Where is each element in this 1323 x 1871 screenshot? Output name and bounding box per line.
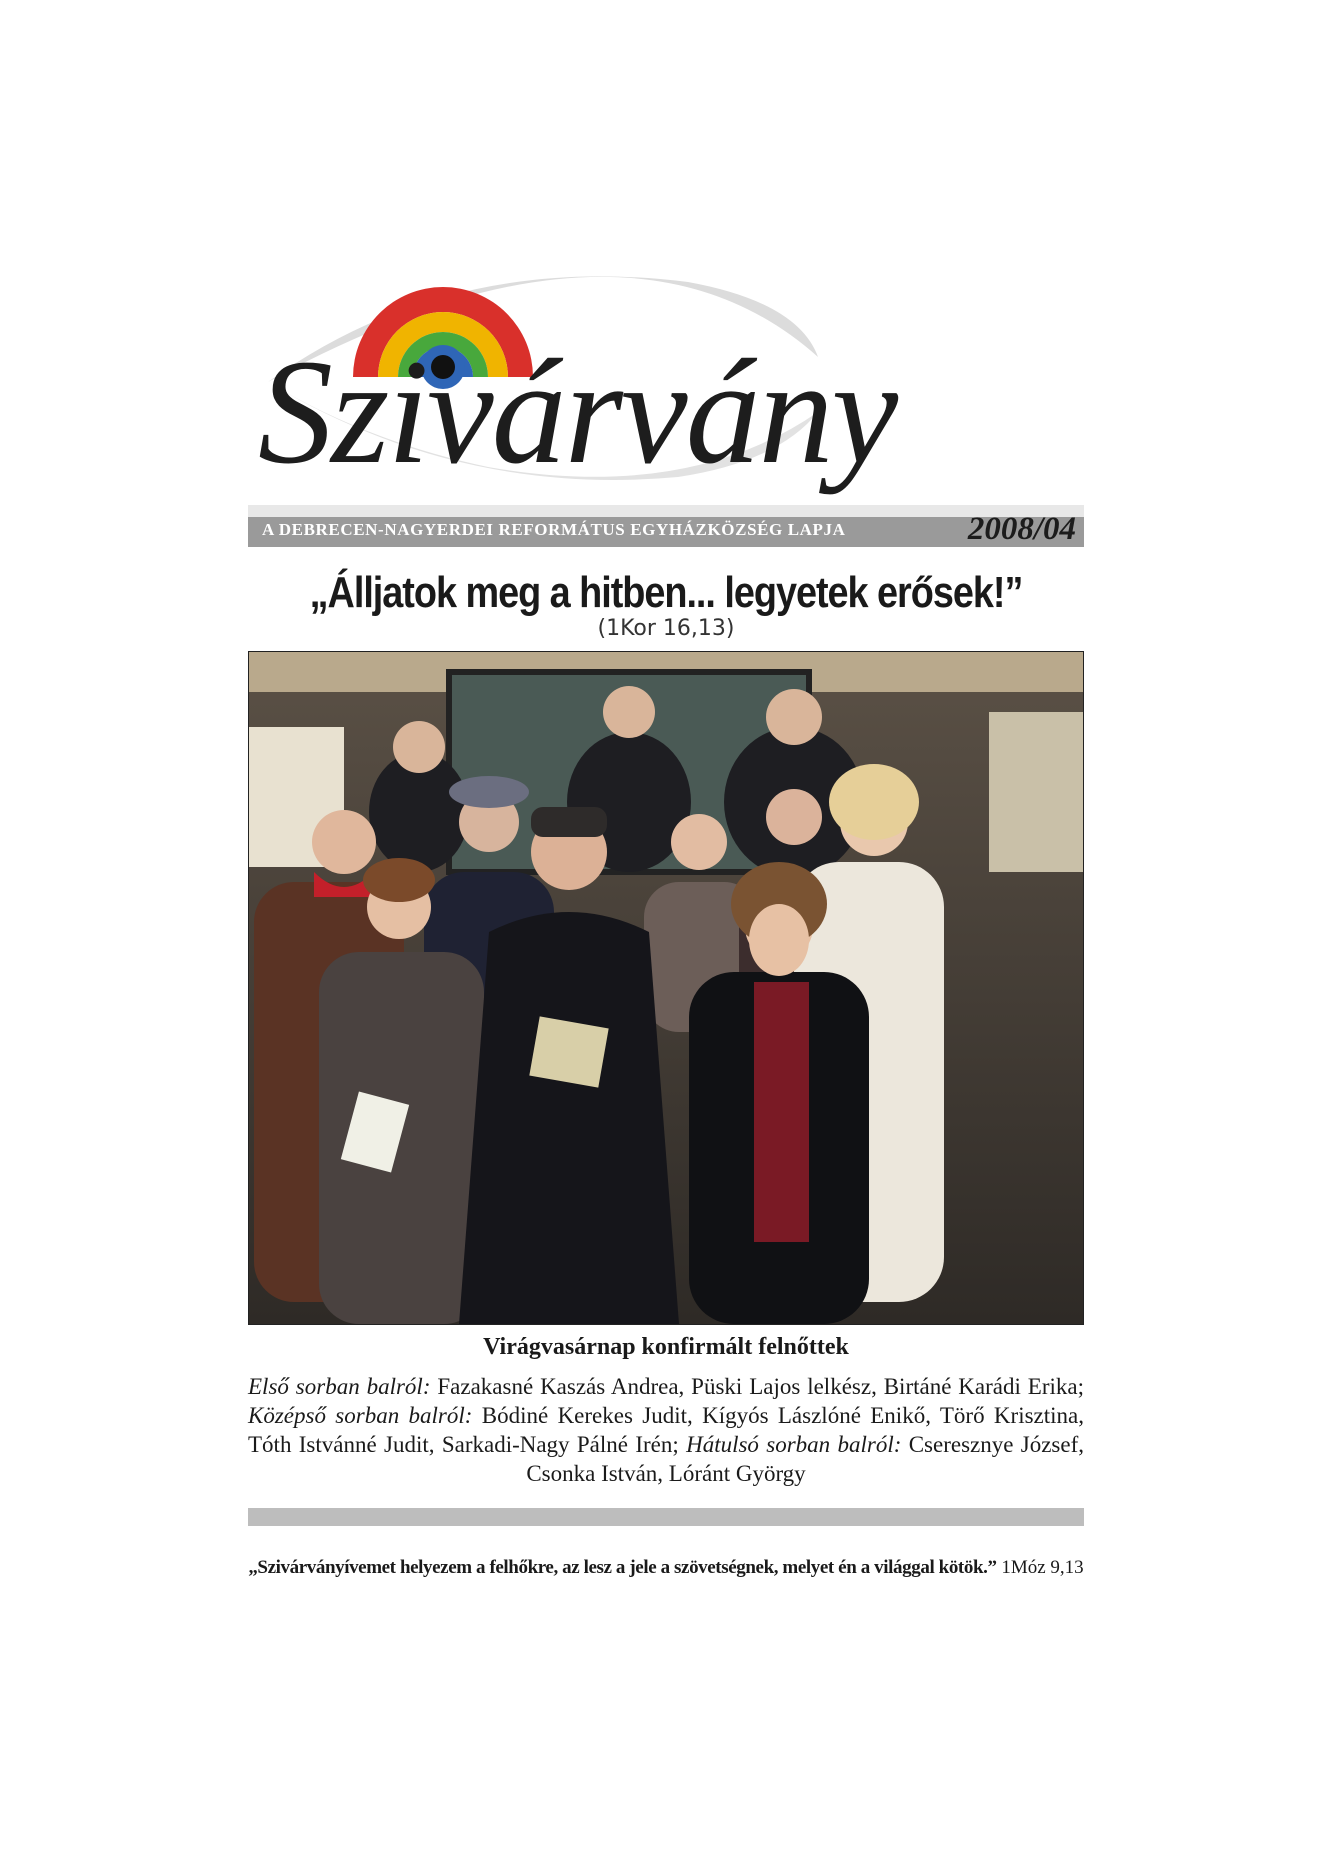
- headline-reference: (1Kor 16,13): [597, 616, 735, 641]
- row2-names: Bódiné Kerekes Judit, Kígyós Lászlóné Enikő, Törő Krisztina, Tóth Istvánné Judit, Sarkadi-Nagy Pálné Irén;: [248, 1403, 1084, 1457]
- group-photo-icon: [249, 652, 1083, 1324]
- photo-caption-title: Virágvasárnap konfirmált felnőttek: [483, 1334, 849, 1360]
- group-photo: [248, 651, 1084, 1325]
- footer-verse-text: „Szivárványívemet helyezem a felhőkre, az lesz a jele a szövetségnek, melyet én a világgal kötök.”: [248, 1557, 997, 1578]
- footer-verse-reference: 1Móz 9,13: [996, 1557, 1084, 1578]
- row2-label: Középső sorban balról:: [248, 1403, 473, 1428]
- photo-caption-names: [248, 1372, 1084, 1488]
- row3-names: Cseresznye József, Csonka István, Lóránt György: [526, 1432, 1084, 1486]
- rainbow-eye-icon: [258, 262, 1018, 520]
- footer-verse: [248, 1557, 1084, 1579]
- masthead-bar: [248, 505, 1084, 547]
- row3-label: Hátulsó sorban balról:: [686, 1432, 902, 1457]
- headline: „Álljatok meg a hitben... legyetek erősek!”: [309, 568, 1023, 617]
- logo-wordmark: Szivárvány: [258, 329, 897, 495]
- masthead-logo: [258, 262, 1018, 520]
- row1-names: Fazakasné Kaszás Andrea, Püski Lajos lelkész, Birtáné Karádi Erika;: [430, 1374, 1084, 1399]
- masthead-subtitle: A DEBRECEN-NAGYERDEI REFORMÁTUS EGYHÁZKÖZSÉG LAPJA: [262, 520, 846, 539]
- divider-bar: [248, 1508, 1084, 1526]
- issue-number: 2008/04: [967, 511, 1076, 547]
- row1-label: Első sorban balról:: [248, 1374, 431, 1399]
